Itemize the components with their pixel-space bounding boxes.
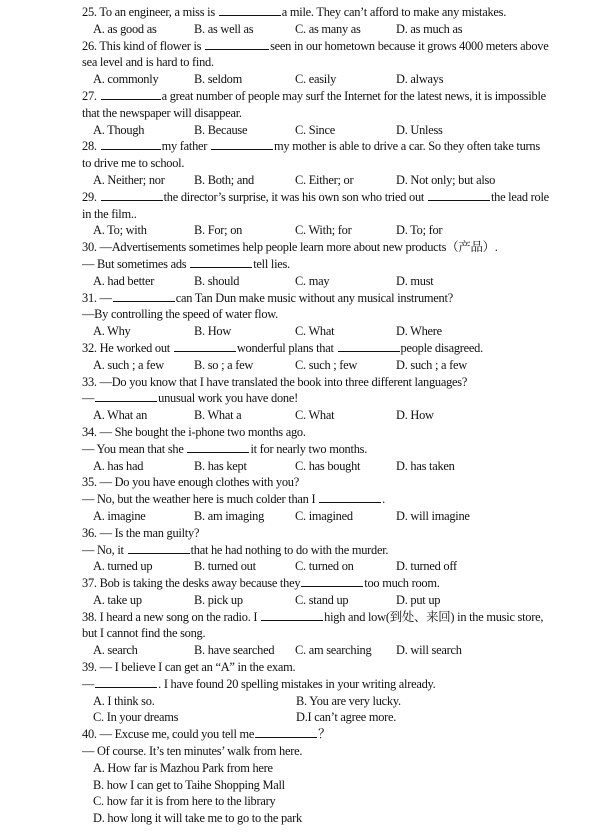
question-line (82, 441, 586, 458)
option-b: B. am imaging (194, 508, 265, 523)
option-c: C. Either; or (295, 172, 354, 187)
answer-blank (428, 189, 490, 201)
answer-blank (190, 256, 252, 268)
question-continuation: to drive me to school. (82, 156, 185, 171)
question-text: people disagreed. (400, 340, 483, 355)
question-text: . (382, 492, 386, 507)
options-row (82, 709, 586, 726)
option-c: C. stand up (295, 592, 349, 607)
option-a: A. What an (93, 408, 148, 423)
answer-blank (219, 4, 281, 16)
option-d: D. will search (396, 643, 462, 658)
option-a: A. as good as (93, 21, 157, 36)
option-a: A. Neither; nor (93, 172, 165, 187)
option-a: A. Though (93, 122, 145, 137)
option-c: C. turned on (295, 559, 354, 574)
option-b: B. You are very lucky. (296, 693, 401, 708)
answer-blank (187, 441, 249, 453)
option-c: C. With; for (295, 223, 352, 238)
question-continuation: but I cannot find the song. (82, 626, 206, 641)
option-c: C. What (295, 324, 335, 339)
options-row (82, 592, 586, 609)
question-line (82, 424, 586, 441)
question-text: ？ (318, 727, 331, 742)
question-text: 28. (82, 139, 100, 154)
question-text: the lead role (490, 189, 549, 204)
options-row (82, 407, 586, 424)
question-line (82, 390, 586, 407)
question-q29 (82, 189, 586, 239)
question-text: 38. I heard a new song on the radio. I (82, 609, 261, 624)
question-q28 (82, 138, 586, 188)
answer-blank (338, 340, 400, 352)
question-text: unusual work you have done! (158, 391, 298, 406)
question-text: my mother is able to drive a car. So they often take turns (274, 139, 540, 154)
option-b: B. Both; and (194, 172, 254, 187)
option-d: D. as much as (396, 21, 463, 36)
question-text: 25. To an engineer, a miss is (82, 5, 218, 19)
question-text: 39. — I believe I can get an “A” in the exam. (82, 660, 296, 675)
question-text: high and low(到处、来回) in the music store, (324, 609, 544, 624)
option-b: B. How (194, 324, 232, 339)
question-q40 (82, 726, 586, 827)
option-b: B. should (194, 273, 240, 288)
question-text: 30. —Advertisements sometimes help people learn more about new products（产品）. (82, 240, 498, 255)
options-row (82, 693, 586, 710)
option-c: C. imagined (295, 508, 353, 523)
question-text: tell lies. (253, 256, 290, 271)
option-c: C. easily (295, 72, 337, 87)
options-row (82, 172, 586, 189)
option-d: D. Not only; but also (396, 172, 496, 187)
option-a: A. turned up (93, 559, 153, 574)
option-d: D. how long it will take me to go to the park (93, 811, 302, 826)
option-a: A. has had (93, 458, 144, 473)
question-continuation: in the film.. (82, 206, 137, 221)
option-d: D. has taken (396, 458, 455, 473)
question-text: can Tan Dun make music without any musical instrument? (175, 290, 453, 305)
question-text: too much room. (364, 576, 440, 591)
answer-blank (255, 726, 317, 738)
question-q32 (82, 340, 586, 374)
question-text: it for nearly two months. (250, 441, 368, 456)
option-b: B. have searched (194, 643, 275, 658)
question-line (82, 525, 586, 542)
answer-blank (174, 340, 236, 352)
question-q34 (82, 424, 586, 474)
option-b: B. how I can get to Taihe Shopping Mall (93, 777, 285, 792)
question-q30 (82, 239, 586, 289)
option-b: B. turned out (194, 559, 256, 574)
option-b: B. so ; a few (194, 357, 254, 372)
option-d: D. will imagine (396, 508, 470, 523)
question-text: the director’s surprise, it was his own son who tried out (163, 189, 427, 204)
option-c: C. What (295, 408, 335, 423)
option-d: D. How (396, 408, 434, 423)
option-b: B. For; on (194, 223, 243, 238)
answer-blank (128, 542, 190, 554)
option-c: C. am searching (295, 643, 372, 658)
question-text: 35. — Do you have enough clothes with you? (82, 475, 299, 490)
option-a: A. imagine (93, 508, 146, 523)
question-line (82, 38, 586, 55)
question-line (82, 138, 586, 155)
option-d: D. turned off (396, 559, 457, 574)
question-text: 27. (82, 88, 100, 103)
option-b: B. has kept (194, 458, 247, 473)
option-b: B. seldom (194, 72, 243, 87)
question-line (82, 256, 586, 273)
question-q33 (82, 374, 586, 424)
option-a: A. How far is Mazhou Park from here (93, 760, 273, 775)
question-q37 (82, 575, 586, 609)
question-text: 40. — Excuse me, could you tell me (82, 727, 255, 742)
answer-blank (261, 609, 323, 621)
option-b: B. What a (194, 408, 242, 423)
question-line (82, 659, 586, 676)
question-line (82, 290, 586, 307)
question-line (82, 575, 586, 592)
question-q27 (82, 88, 586, 138)
question-text: — No, it (82, 542, 127, 557)
option-c: C. has bought (295, 458, 361, 473)
question-line (82, 306, 586, 323)
question-q36 (82, 525, 586, 575)
question-text: — No, but the weather here is much colder than I (82, 492, 319, 507)
answer-blank (301, 575, 363, 587)
option-d: D. must (396, 273, 434, 288)
option-d: D. Unless (396, 122, 443, 137)
question-text: 37. Bob is taking the desks away because they (82, 576, 301, 591)
option-a: A. Why (93, 324, 131, 339)
answer-blank (95, 676, 157, 688)
question-text: — (82, 676, 95, 691)
options-row (82, 323, 586, 340)
question-text: — Of course. It’s ten minutes’ walk from here. (82, 744, 303, 759)
answer-blank (101, 88, 161, 100)
question-line (82, 676, 586, 693)
question-line (82, 474, 586, 491)
option-c: C. may (295, 273, 330, 288)
question-line (82, 88, 586, 105)
options-row (82, 458, 586, 475)
question-text: 33. —Do you know that I have translated the book into three different languages? (82, 374, 468, 389)
question-q26 (82, 38, 586, 88)
option-b: B. Because (194, 122, 248, 137)
question-line (82, 609, 586, 626)
options-row (82, 222, 586, 239)
options-row (82, 273, 586, 290)
question-text: seen in our hometown because it grows 4000 meters above (270, 38, 549, 53)
options-row (82, 508, 586, 525)
question-continuation: that the newspaper will disappear. (82, 105, 242, 120)
option-c: C. Since (295, 122, 335, 137)
answer-blank (101, 189, 163, 201)
question-text: my father (161, 139, 211, 154)
option-c: C. how far it is from here to the library (93, 794, 276, 809)
question-line (82, 340, 586, 357)
question-q39 (82, 659, 586, 726)
options-row (82, 122, 586, 139)
question-line (82, 542, 586, 559)
option-c: C. as many as (295, 21, 361, 36)
question-line (82, 491, 586, 508)
question-line (82, 4, 586, 21)
question-line (82, 189, 586, 206)
option-c: C. In your dreams (93, 710, 179, 725)
question-line (82, 743, 586, 760)
option-d: D. Where (396, 324, 442, 339)
question-text: 36. — Is the man guilty? (82, 525, 200, 540)
option-d: D.I can’t agree more. (296, 710, 397, 725)
question-line (82, 374, 586, 391)
question-text: that he had nothing to do with the murder. (190, 542, 389, 557)
option-d: D. always (396, 72, 444, 87)
options-row (82, 71, 586, 88)
question-continuation: sea level and is hard to find. (82, 55, 214, 70)
option-d: D. put up (396, 592, 441, 607)
question-line (82, 239, 586, 256)
question-text: 26. This kind of flower is (82, 38, 205, 53)
option-a: A. commonly (93, 72, 159, 87)
question-text: . I have found 20 spelling mistakes in your writing already. (158, 676, 436, 691)
options-row (82, 642, 586, 659)
option-d: D. To; for (396, 223, 443, 238)
question-text: — You mean that she (82, 441, 187, 456)
question-text: 31. — (82, 290, 112, 305)
question-q38 (82, 609, 586, 659)
option-a: A. had better (93, 273, 155, 288)
option-a: A. such ; a few (93, 357, 164, 372)
question-q31 (82, 290, 586, 340)
option-b: B. as well as (194, 21, 254, 36)
options-row (82, 558, 586, 575)
option-d: D. such ; a few (396, 357, 467, 372)
question-text: —By controlling the speed of water flow. (82, 307, 278, 322)
answer-blank (113, 290, 175, 302)
answer-blank (101, 138, 161, 150)
option-a: A. To; with (93, 223, 147, 238)
option-c: C. such ; few (295, 357, 358, 372)
question-text: 32. He worked out (82, 340, 173, 355)
option-a: A. search (93, 643, 138, 658)
question-text: — (82, 391, 95, 406)
question-q35 (82, 474, 586, 524)
question-text: a mile. They can’t afford to make any mistakes. (281, 5, 507, 19)
options-row (82, 357, 586, 374)
answer-blank (211, 138, 273, 150)
question-text: wonderful plans that (236, 340, 337, 355)
question-text: a great number of people may surf the Internet for the latest news, it is impossible (161, 88, 546, 103)
question-text: — But sometimes ads (82, 256, 190, 271)
options-row (82, 21, 586, 38)
answer-blank (319, 491, 381, 503)
question-text: 34. — She bought the i-phone two months ago. (82, 424, 306, 439)
question-text: 29. (82, 189, 100, 204)
answer-blank (95, 390, 157, 402)
option-a: A. I think so. (93, 693, 155, 708)
question-line (82, 726, 586, 743)
answer-blank (205, 38, 269, 50)
option-b: B. pick up (194, 592, 243, 607)
option-a: A. take up (93, 592, 142, 607)
question-q25 (82, 4, 586, 38)
